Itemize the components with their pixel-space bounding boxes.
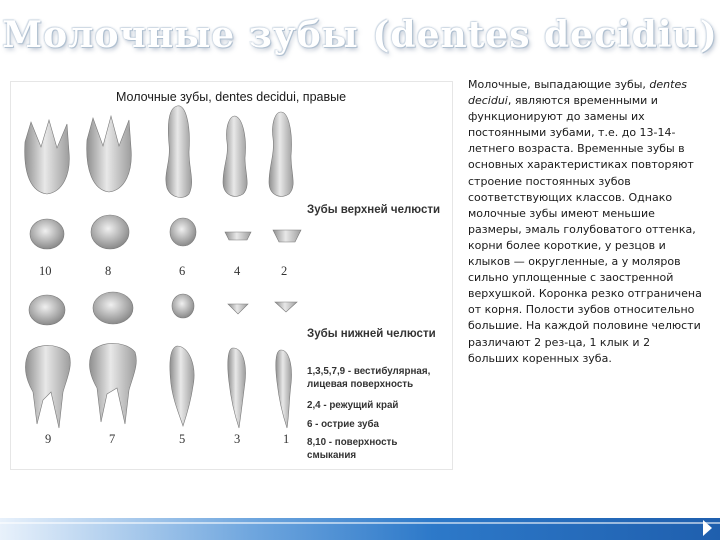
- description-lead: Молочные, выпадающие зубы,: [468, 78, 650, 91]
- upper-number: 10: [39, 264, 52, 278]
- description-body: , являются временными и функционируют до замены их постоянными зубами, т.е. до 13-14-летнего возраста. Временные зубы в основных характеристиках повторяют строение постоянных зубов соответствующих классов. Однако молочные зубы имеют меньшие размеры, эмаль голубоватого оттенка, корни более короткие, у резцов и клыков — округленные, а у моляров сильно уплощенные с заостренной верхушкой. Коронка резко отграничена от корня. Полости зубов относительно большие. На каждой половине челюсти различают 2 рез-ца, 1 клык и 2 больших коренных зуба.: [468, 94, 702, 365]
- legend-line: 1,3,5,7,9 - вестибулярная,: [307, 366, 431, 377]
- lower-number: 5: [179, 432, 186, 446]
- upper-molar-10-tooth: [25, 120, 70, 194]
- legend-line: лицевая поверхность: [307, 379, 414, 390]
- lower-number: 9: [45, 432, 52, 446]
- footer-bar: [0, 518, 720, 540]
- upper-number: 4: [234, 264, 241, 278]
- description-latin-term: dentes decidui: [468, 78, 687, 108]
- lower-occlusal-row: [29, 292, 297, 325]
- lower-molar-9-tooth: [26, 345, 71, 428]
- legend-line: смыкания: [307, 450, 357, 461]
- teeth-figure: [11, 82, 452, 469]
- description-text: [468, 77, 704, 367]
- upper-incisor-6-tooth: [166, 106, 192, 198]
- upper-jaw-label: Зубы верхней челюсти: [307, 204, 441, 216]
- upper-number: 2: [281, 264, 288, 278]
- lower-incisor-1-tooth: [276, 350, 292, 428]
- lower-canine-5-tooth: [170, 346, 194, 426]
- lower-molar-7-tooth: [90, 343, 137, 424]
- upper-number: 8: [105, 264, 112, 278]
- lower-number: 1: [283, 432, 290, 446]
- legend-line: 8,10 - поверхность: [307, 437, 398, 448]
- footer-stripe: [0, 522, 720, 524]
- upper-incisor-2-tooth: [269, 112, 293, 196]
- figure-heading: Молочные зубы, dentes decidui, правые: [116, 90, 347, 104]
- next-slide-arrow-icon[interactable]: [703, 520, 712, 536]
- legend-line: 2,4 - режущий край: [307, 400, 399, 411]
- upper-number: 6: [179, 264, 186, 278]
- lower-number: 7: [109, 432, 116, 446]
- lower-jaw-label: Зубы нижней челюсти: [307, 328, 436, 340]
- slide-title: Молочные зубы (dentes decidiu): [2, 14, 718, 56]
- lower-number: 3: [234, 432, 241, 446]
- upper-occlusal-row: [30, 215, 301, 249]
- legend-line: 6 - острие зуба: [307, 419, 380, 430]
- upper-incisor-4-tooth: [223, 116, 247, 196]
- upper-molar-8-tooth: [87, 116, 132, 192]
- lower-incisor-3-tooth: [228, 348, 246, 428]
